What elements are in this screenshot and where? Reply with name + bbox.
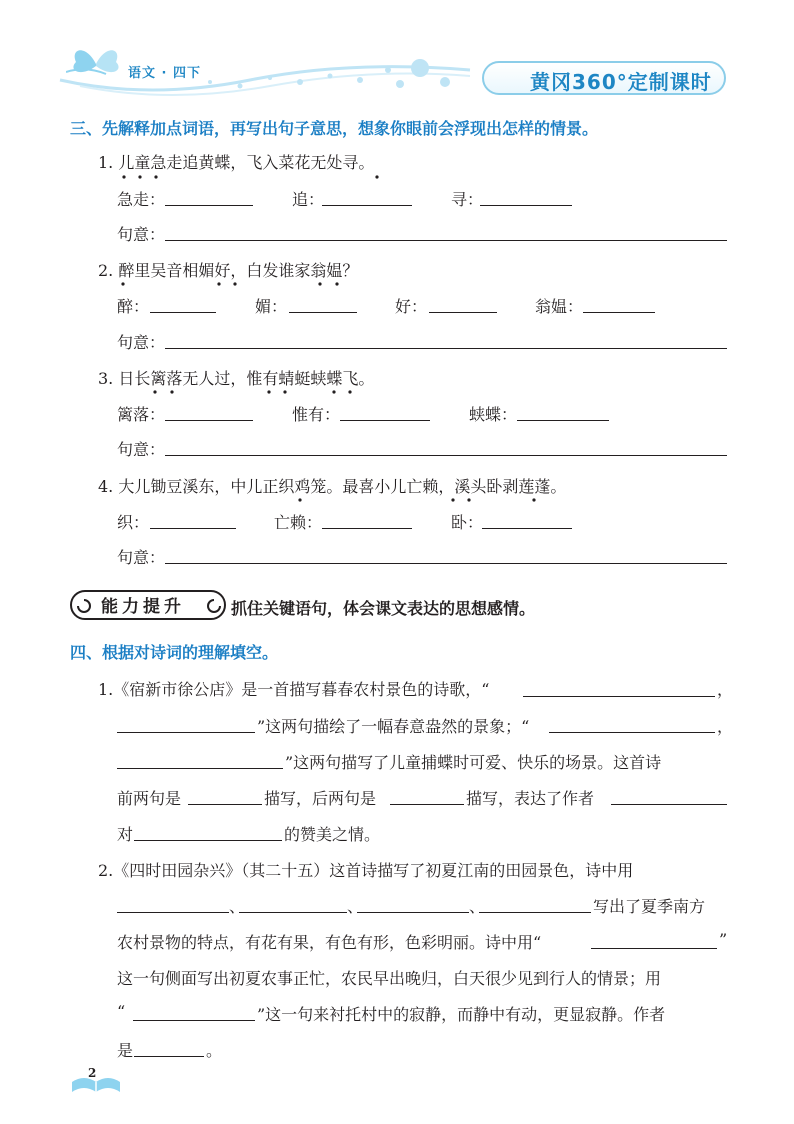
- ability-label: 能力提升: [101, 597, 185, 617]
- item1-sentence-label: 句意：: [117, 225, 166, 244]
- header-subject: 语文 · 四下: [128, 66, 201, 81]
- q2-blank-7[interactable]: [134, 1056, 204, 1057]
- item1-word-1: 追：: [292, 190, 325, 209]
- q2-blank-1[interactable]: [117, 912, 229, 913]
- q2-blank-3[interactable]: [357, 912, 469, 913]
- q2-sep-2: 、: [347, 897, 364, 916]
- section4-heading: 四、根据对诗词的理解填空。: [70, 643, 279, 662]
- section3-heading: 三、先解释加点词语，再写出句子意思，想象你眼前会浮现出怎样的情景。: [70, 119, 599, 138]
- q1-blank-2[interactable]: [117, 732, 255, 733]
- page-number: 2: [88, 1066, 97, 1080]
- q2-line3b: ”: [719, 930, 728, 949]
- q1-line5a: 对: [117, 825, 134, 844]
- q1-blank-3[interactable]: [549, 732, 715, 733]
- q2-line6b: 。: [206, 1041, 223, 1060]
- item4-text: 4. 大儿锄豆溪东，中儿正织鸡笼。最喜小儿亡赖，溪头卧剥莲蓬。: [98, 477, 567, 496]
- q1-line1a: 1.《宿新市徐公店》是一首描写暮春农村景色的诗歌，“: [98, 680, 490, 699]
- q1-blank-1[interactable]: [523, 696, 715, 697]
- item4-word-2: 卧：: [451, 513, 484, 532]
- item3-text: 3. 日长篱落无人过，惟有蜻蜓蛱蝶飞。: [98, 369, 375, 388]
- item2-word-3: 翁媪：: [535, 297, 584, 316]
- item2-text: 2. 醉里吴音相媚好，白发谁家翁媪？: [98, 261, 359, 280]
- item1-word-2: 寻：: [451, 190, 484, 209]
- item2-sentence-label: 句意：: [117, 333, 166, 352]
- q2-line3a: 农村景物的特点，有花有果，有色有形，色彩明丽。诗中用“: [117, 933, 542, 952]
- swirl-icon-right: [204, 596, 224, 616]
- q1-line4a: 前两句是: [117, 789, 182, 808]
- q2-line6a: 是: [117, 1041, 134, 1060]
- q2-blank-6[interactable]: [133, 1020, 255, 1021]
- item4-word-1: 亡赖：: [274, 513, 323, 532]
- q2-blank-2[interactable]: [239, 912, 347, 913]
- q2-line1: 2.《四时田园杂兴》（其二十五）这首诗描写了初夏江南的田园景色，诗中用: [98, 861, 634, 880]
- q1-line1b: ，: [717, 680, 734, 699]
- q1-blank-8[interactable]: [134, 840, 282, 841]
- item3-word-0: 篱落：: [117, 405, 166, 424]
- q1-line2b: ，: [717, 717, 734, 736]
- header-series-title: 黄冈360°定制课时: [530, 70, 712, 94]
- q2-line5b: ”这一句来衬托村中的寂静，而静中有动，更显寂静。作者: [257, 1005, 666, 1024]
- item1-word-0: 急走：: [117, 190, 166, 209]
- ability-desc: 抓住关键语句，体会课文表达的思想感情。: [231, 599, 536, 618]
- item3-word-2: 蛱蝶：: [469, 405, 518, 424]
- q2-line2end: 写出了夏季南方: [593, 897, 706, 916]
- q1-line4c: 描写，表达了作者: [466, 789, 595, 808]
- q2-line4: 这一句侧面写出初夏农事正忙，农民早出晚归，白天很少见到行人的情景；用: [117, 969, 662, 988]
- item2-word-1: 媚：: [255, 297, 288, 316]
- q2-sep-3: 、: [469, 897, 486, 916]
- item2-word-2: 好：: [395, 297, 428, 316]
- q2-blank-4[interactable]: [479, 912, 591, 913]
- q1-blank-7[interactable]: [611, 804, 727, 805]
- q2-line5a: “: [117, 1002, 126, 1021]
- q1-blank-5[interactable]: [188, 804, 262, 805]
- item4-sentence-label: 句意：: [117, 548, 166, 567]
- item4-word-0: 织：: [117, 513, 150, 532]
- q1-line4b: 描写，后两句是: [264, 789, 377, 808]
- item2-word-0: 醉：: [117, 297, 150, 316]
- q2-blank-5[interactable]: [591, 948, 717, 949]
- q1-line3: ”这两句描写了儿童捕蝶时可爱、快乐的场景。这首诗: [285, 753, 662, 772]
- item3-word-1: 惟有：: [292, 405, 341, 424]
- q1-blank-4[interactable]: [117, 768, 283, 769]
- item1-text: 1. 儿童急走追黄蝶，飞入菜花无处寻。: [98, 153, 375, 172]
- q1-line5b: 的赞美之情。: [284, 825, 381, 844]
- q1-line2a: ”这两句描绘了一幅春意盎然的景象；“: [257, 717, 530, 736]
- item3-sentence-label: 句意：: [117, 440, 166, 459]
- swirl-icon: [74, 596, 94, 616]
- q1-blank-6[interactable]: [390, 804, 464, 805]
- q2-sep-1: 、: [229, 897, 246, 916]
